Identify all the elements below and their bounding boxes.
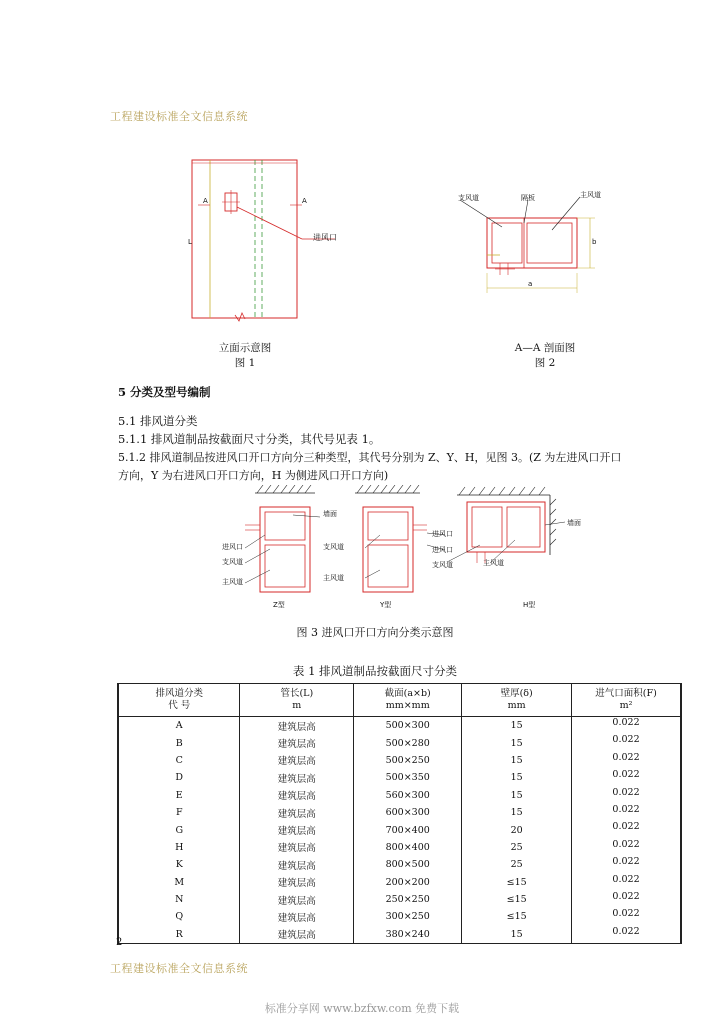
cell-section: 800×500 [354, 856, 462, 873]
cell-code: A [119, 717, 240, 735]
cell-length: 建筑层高 [240, 926, 354, 943]
fig2-caption-number: 图 2 [534, 357, 556, 369]
cell-section: 800×400 [354, 839, 462, 856]
cell-section: 500×300 [354, 717, 462, 735]
footer-watermark: 工程建设标准全文信息系统 [110, 962, 248, 975]
fig3-z-drawing [245, 485, 315, 592]
header-watermark: 工程建设标准全文信息系统 [110, 110, 248, 123]
table-row [119, 769, 681, 786]
col-section-header-line2: mm×mm [385, 700, 430, 711]
site-footer: 标准分享网 www.bzfxw.com 免费下载 [264, 1002, 460, 1015]
fig1-label-a-right: A [302, 197, 307, 205]
cell-thickness: ≤15 [462, 874, 572, 891]
cell-area: 0.022 [572, 874, 681, 891]
cell-length: 建筑层高 [240, 891, 354, 908]
cell-length: 建筑层高 [240, 856, 354, 873]
fig3-h-inlet: 进风口 [432, 546, 453, 554]
cell-section: 250×250 [354, 891, 462, 908]
col-code-header-line1: 排风道分类 [155, 688, 203, 699]
col-length-header-line2: m [292, 700, 302, 711]
cell-length: 建筑层高 [240, 874, 354, 891]
cell-thickness: 15 [462, 804, 572, 821]
table1-caption: 表 1 排风道制品按截面尺寸分类 [292, 664, 458, 678]
table-row [119, 734, 681, 751]
cell-code: H [119, 839, 240, 856]
fig1-caption-title: 立面示意图 [218, 342, 272, 354]
section-5-heading: 5 分类及型号编制 [118, 385, 211, 399]
cell-thickness: 15 [462, 787, 572, 804]
col-length-header [240, 684, 354, 717]
section-5-1-2-line2: 方向，Y 为右进风口开口方向，H 为侧进风口开口方向) [118, 469, 389, 482]
fig3-y-branch: 支风道 [323, 543, 344, 551]
table-row [119, 926, 681, 943]
cell-length: 建筑层高 [240, 734, 354, 751]
cell-length: 建筑层高 [240, 769, 354, 786]
fig3-h-type: H型 [523, 601, 536, 609]
cell-section: 500×350 [354, 769, 462, 786]
cell-length: 建筑层高 [240, 821, 354, 838]
cell-section: 560×300 [354, 787, 462, 804]
cell-length: 建筑层高 [240, 752, 354, 769]
fig2-callout-branch: 支风道 [458, 194, 479, 202]
cell-length: 建筑层高 [240, 787, 354, 804]
cell-code: R [119, 926, 240, 943]
fig1-caption [200, 340, 290, 370]
cell-length: 建筑层高 [240, 839, 354, 856]
section-5-1-1: 5.1.1 排风道制品按截面尺寸分类，其代号见表 1。 [118, 432, 381, 446]
fig3-y-type: Y型 [380, 601, 392, 609]
cell-area: 0.022 [572, 891, 681, 908]
cell-code: B [119, 734, 240, 751]
table-row [119, 717, 681, 735]
table-row [119, 752, 681, 769]
cell-area: 0.022 [572, 839, 681, 856]
table1 [117, 683, 682, 944]
cell-code: G [119, 821, 240, 838]
fig2-dim-b: b [592, 238, 597, 246]
table-header-row [119, 684, 681, 717]
cell-thickness: 15 [462, 769, 572, 786]
cell-section: 500×280 [354, 734, 462, 751]
cell-thickness: 15 [462, 752, 572, 769]
col-area-header-line1: 进气口面积(F) [595, 688, 657, 699]
cell-section: 200×200 [354, 874, 462, 891]
cell-thickness: 25 [462, 856, 572, 873]
cell-thickness: ≤15 [462, 891, 572, 908]
cell-code: N [119, 891, 240, 908]
cell-section: 700×400 [354, 821, 462, 838]
col-area-header [572, 684, 681, 717]
section-5-1-2-line1: 5.1.2 排风道制品按进风口开口方向分三种类型，其代号分别为 Z、Y、H，见图 3。(Z 为左进风口开口 [118, 451, 622, 464]
cell-length: 建筑层高 [240, 717, 354, 735]
col-length-header-line1: 管长(L) [280, 688, 314, 699]
fig3-h-branch: 支风道 [432, 561, 453, 569]
col-code-header [119, 684, 240, 717]
table-row [119, 908, 681, 925]
fig2-dim-a: a [528, 280, 533, 288]
cell-length: 建筑层高 [240, 908, 354, 925]
fig3-z-branch: 支风道 [222, 558, 243, 566]
cell-area: 0.022 [572, 734, 681, 751]
col-thickness-header-line1: 壁厚(δ) [500, 688, 533, 699]
fig3-y-main: 主风道 [323, 574, 344, 582]
fig3-h-wall: 墙面 [567, 519, 581, 527]
fig2-caption [500, 340, 590, 370]
fig1-label-a-left: A [203, 197, 208, 205]
table-row [119, 821, 681, 838]
cell-area: 0.022 [572, 926, 681, 943]
table-row [119, 856, 681, 873]
fig1-label-l: L [188, 238, 192, 246]
cell-section: 300×250 [354, 908, 462, 925]
cell-area: 0.022 [572, 769, 681, 786]
col-thickness-header-line2: mm [507, 700, 526, 711]
section-5-1: 5.1 排风道分类 [118, 414, 198, 428]
table-row [119, 787, 681, 804]
cell-thickness: 15 [462, 734, 572, 751]
fig2-callout-partition: 隔板 [521, 194, 535, 202]
cell-length: 建筑层高 [240, 804, 354, 821]
table-row [119, 804, 681, 821]
fig3-z-inlet: 进风口 [222, 543, 243, 551]
col-area-header-line2: m² [619, 700, 633, 711]
cell-code: M [119, 874, 240, 891]
table-row [119, 891, 681, 908]
fig3-z-wall: 墙面 [323, 510, 337, 518]
cell-code: K [119, 856, 240, 873]
figure-2-section [440, 185, 610, 305]
fig1-caption-number: 图 1 [234, 357, 256, 369]
fig3-h-drawing [457, 487, 556, 563]
fig2-callout-main: 主风道 [580, 191, 601, 199]
cell-thickness: 20 [462, 821, 572, 838]
cell-thickness: 15 [462, 926, 572, 943]
cell-area: 0.022 [572, 908, 681, 925]
fig1-callout-inlet: 进风口 [313, 233, 337, 242]
col-code-header-line2: 代 号 [168, 700, 191, 711]
page-number: 2 [116, 937, 123, 948]
fig2-caption-title: A—A 剖面图 [514, 342, 576, 354]
cell-code: Q [119, 908, 240, 925]
cell-thickness: 15 [462, 717, 572, 735]
cell-section: 500×250 [354, 752, 462, 769]
cell-code: F [119, 804, 240, 821]
figure-3-types [215, 485, 585, 610]
fig3-caption: 图 3 进风口开口方向分类示意图 [296, 626, 454, 639]
cell-area: 0.022 [572, 821, 681, 838]
col-thickness-header [462, 684, 572, 717]
table-row [119, 839, 681, 856]
fig3-z-type: Z型 [273, 601, 285, 609]
cell-thickness: ≤15 [462, 908, 572, 925]
fig3-h-inlet-y: 进风口 [432, 530, 453, 538]
cell-area: 0.022 [572, 787, 681, 804]
col-section-header-line1: 截面(a×b) [384, 688, 431, 699]
fig3-h-main: 主风道 [483, 559, 504, 567]
cell-code: E [119, 787, 240, 804]
table-row [119, 874, 681, 891]
cell-area: 0.022 [572, 717, 681, 735]
cell-area: 0.022 [572, 804, 681, 821]
cell-area: 0.022 [572, 856, 681, 873]
cell-section: 600×300 [354, 804, 462, 821]
cell-area: 0.022 [572, 752, 681, 769]
cell-section: 380×240 [354, 926, 462, 943]
cell-code: D [119, 769, 240, 786]
table1-body [119, 717, 681, 944]
cell-thickness: 25 [462, 839, 572, 856]
cell-code: C [119, 752, 240, 769]
col-section-header [354, 684, 462, 717]
fig3-z-main: 主风道 [222, 578, 243, 586]
fig3-y-drawing [355, 485, 427, 592]
